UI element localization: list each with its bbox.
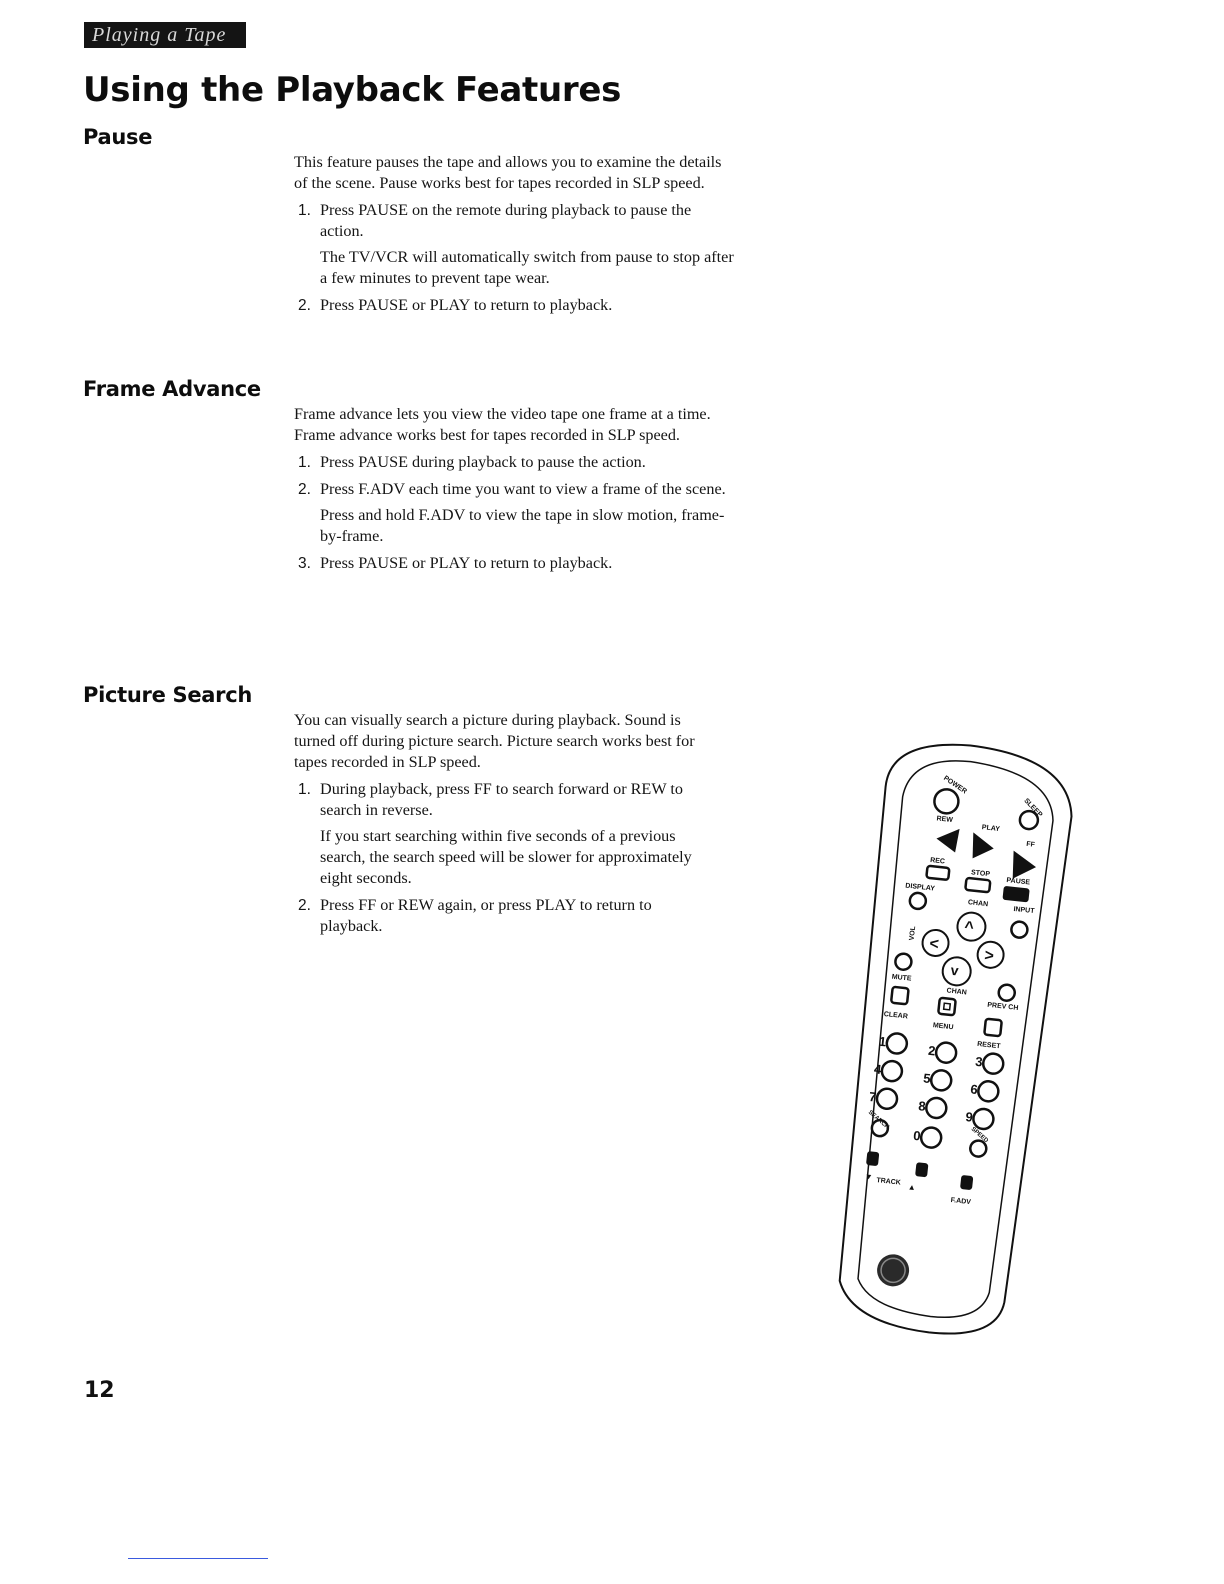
mute-label: MUTE xyxy=(891,973,912,983)
menu-label: MENU xyxy=(932,1022,954,1032)
digit-1-label: 1 xyxy=(878,1033,887,1050)
frame-advance-heading: Frame Advance xyxy=(83,377,261,401)
digit-4-label: 4 xyxy=(873,1061,883,1077)
step-number: 3. xyxy=(298,555,311,572)
step-number: 1. xyxy=(298,781,311,798)
list-item xyxy=(294,553,734,574)
display-label: DISPLAY xyxy=(904,882,936,893)
digit-1-button xyxy=(886,1032,908,1054)
step-text: Press FF or REW again, or press PLAY to return to playback. xyxy=(320,896,652,935)
power-button xyxy=(933,788,959,814)
mute-button xyxy=(895,953,913,971)
reset-label: RESET xyxy=(976,1040,1001,1051)
fadv-label: F.ADV xyxy=(950,1196,972,1207)
chevron-down-icon: v xyxy=(949,961,960,979)
fadv-button xyxy=(960,1175,973,1190)
rec-label: REC xyxy=(929,856,946,866)
digit-9-button xyxy=(972,1108,994,1130)
list-item xyxy=(294,895,714,937)
pause-button xyxy=(1002,886,1029,903)
digit-8-label: 8 xyxy=(917,1098,927,1114)
page-number: 12 xyxy=(84,1378,115,1403)
digit-0-button xyxy=(920,1127,942,1149)
picture-search-heading: Picture Search xyxy=(83,683,253,707)
footer-rule xyxy=(128,1558,268,1559)
step-text: Press PAUSE or PLAY to return to playback. xyxy=(320,554,613,572)
digit-5-button xyxy=(930,1069,952,1091)
track-down-arrow-icon: ▼ xyxy=(864,1171,874,1182)
remote-control-illustration xyxy=(820,735,1080,1345)
prev-ch-button xyxy=(998,984,1016,1002)
frame-advance-body xyxy=(294,404,734,580)
remote-control-svg xyxy=(820,735,1080,1345)
digit-8-button xyxy=(925,1097,947,1119)
ff-label: FF xyxy=(1025,840,1036,849)
clear-label: CLEAR xyxy=(883,1010,909,1021)
search-label: SEARCH xyxy=(866,1109,890,1131)
list-item xyxy=(294,779,714,889)
pause-steps xyxy=(294,200,734,316)
step-text: Press PAUSE on the remote during playback to pause the action. xyxy=(320,201,692,240)
picture-search-intro: You can visually search a picture during playback. Sound is turned off during picture search. Picture search works best for tapes recorded in SLP speed. xyxy=(294,711,695,771)
remote-outline xyxy=(829,737,1077,1341)
step-text: Press F.ADV each time you want to view a frame of the scene. xyxy=(320,480,726,498)
track-up-button xyxy=(915,1162,928,1177)
step-note: The TV/VCR will automatically switch from pause to stop after a few minutes to prevent tape wear. xyxy=(320,248,734,287)
reset-button xyxy=(984,1019,1002,1037)
frame-advance-intro: Frame advance lets you view the video tape one frame at a time. Frame advance works best for tapes recorded in SLP speed. xyxy=(294,405,711,444)
step-text: During playback, press FF to search forward or REW to search in reverse. xyxy=(320,780,683,819)
digit-7-label: 7 xyxy=(868,1088,878,1105)
menu-button-center xyxy=(944,1003,951,1010)
chevron-up-icon: ^ xyxy=(963,918,975,937)
track-up-arrow-icon: ▲ xyxy=(907,1182,917,1193)
list-item xyxy=(294,479,734,547)
clear-button xyxy=(891,987,909,1005)
frame-advance-steps xyxy=(294,452,734,574)
step-number: 2. xyxy=(298,897,311,914)
section-tab: Playing a Tape xyxy=(84,22,246,48)
picture-search-body xyxy=(294,710,714,943)
digit-0-label: 0 xyxy=(912,1127,922,1144)
step-note: Press and hold F.ADV to view the tape in slow motion, frame-by-frame. xyxy=(320,506,725,545)
rew-label: REW xyxy=(936,815,954,825)
digit-6-label: 6 xyxy=(969,1081,979,1098)
step-number: 1. xyxy=(298,202,311,219)
chevron-right-icon: > xyxy=(983,947,995,966)
pause-heading: Pause xyxy=(83,125,153,149)
list-item xyxy=(294,200,734,289)
track-label: TRACK xyxy=(876,1177,902,1187)
track-down-button xyxy=(866,1151,879,1166)
digit-2-label: 2 xyxy=(927,1042,937,1059)
step-number: 1. xyxy=(298,454,311,471)
display-button xyxy=(909,892,927,910)
step-note: If you start searching within five seconds of a previous search, the search speed will be slower for approximately eight seconds. xyxy=(320,827,692,887)
digit-3-button xyxy=(982,1053,1004,1075)
power-label: POWER xyxy=(942,774,968,796)
play-button xyxy=(971,832,996,860)
sleep-label: SLEEP xyxy=(1022,797,1044,819)
chan-down-label: CHAN xyxy=(946,987,968,997)
step-text: Press PAUSE or PLAY to return to playback. xyxy=(320,296,613,314)
prev-ch-label: PREV CH xyxy=(986,1001,1019,1012)
digit-7-button xyxy=(876,1088,898,1110)
pause-intro: This feature pauses the tape and allows you to examine the details of the scene. Pause works best for tapes recorded in SLP speed. xyxy=(294,153,722,192)
digit-3-label: 3 xyxy=(974,1053,984,1070)
speed-label: SPEED xyxy=(969,1126,989,1145)
list-item xyxy=(294,295,734,316)
picture-search-steps xyxy=(294,779,714,937)
play-label: PLAY xyxy=(981,824,1001,834)
list-item xyxy=(294,452,734,473)
digit-9-label: 9 xyxy=(964,1109,974,1125)
pause-label: PAUSE xyxy=(1006,877,1031,887)
stop-button xyxy=(965,878,990,892)
menu-button xyxy=(938,998,956,1016)
digit-2-button xyxy=(935,1042,957,1064)
speed-button xyxy=(969,1140,987,1158)
digit-4-button xyxy=(881,1060,903,1082)
input-label: INPUT xyxy=(1013,905,1035,916)
vol-label: VOL xyxy=(908,925,918,941)
stop-label: STOP xyxy=(970,869,991,879)
rec-button xyxy=(926,866,949,880)
ff-button xyxy=(1011,851,1038,881)
pause-body xyxy=(294,152,734,322)
digit-5-label: 5 xyxy=(922,1070,932,1087)
page-title: Using the Playback Features xyxy=(83,70,622,110)
digit-6-button xyxy=(977,1080,999,1102)
step-number: 2. xyxy=(298,481,311,498)
step-text: Press PAUSE during playback to pause the action. xyxy=(320,453,646,471)
input-button xyxy=(1011,921,1029,939)
step-number: 2. xyxy=(298,297,311,314)
chevron-left-icon: < xyxy=(928,935,940,954)
chan-up-label: CHAN xyxy=(967,899,989,909)
rew-button xyxy=(935,827,959,853)
